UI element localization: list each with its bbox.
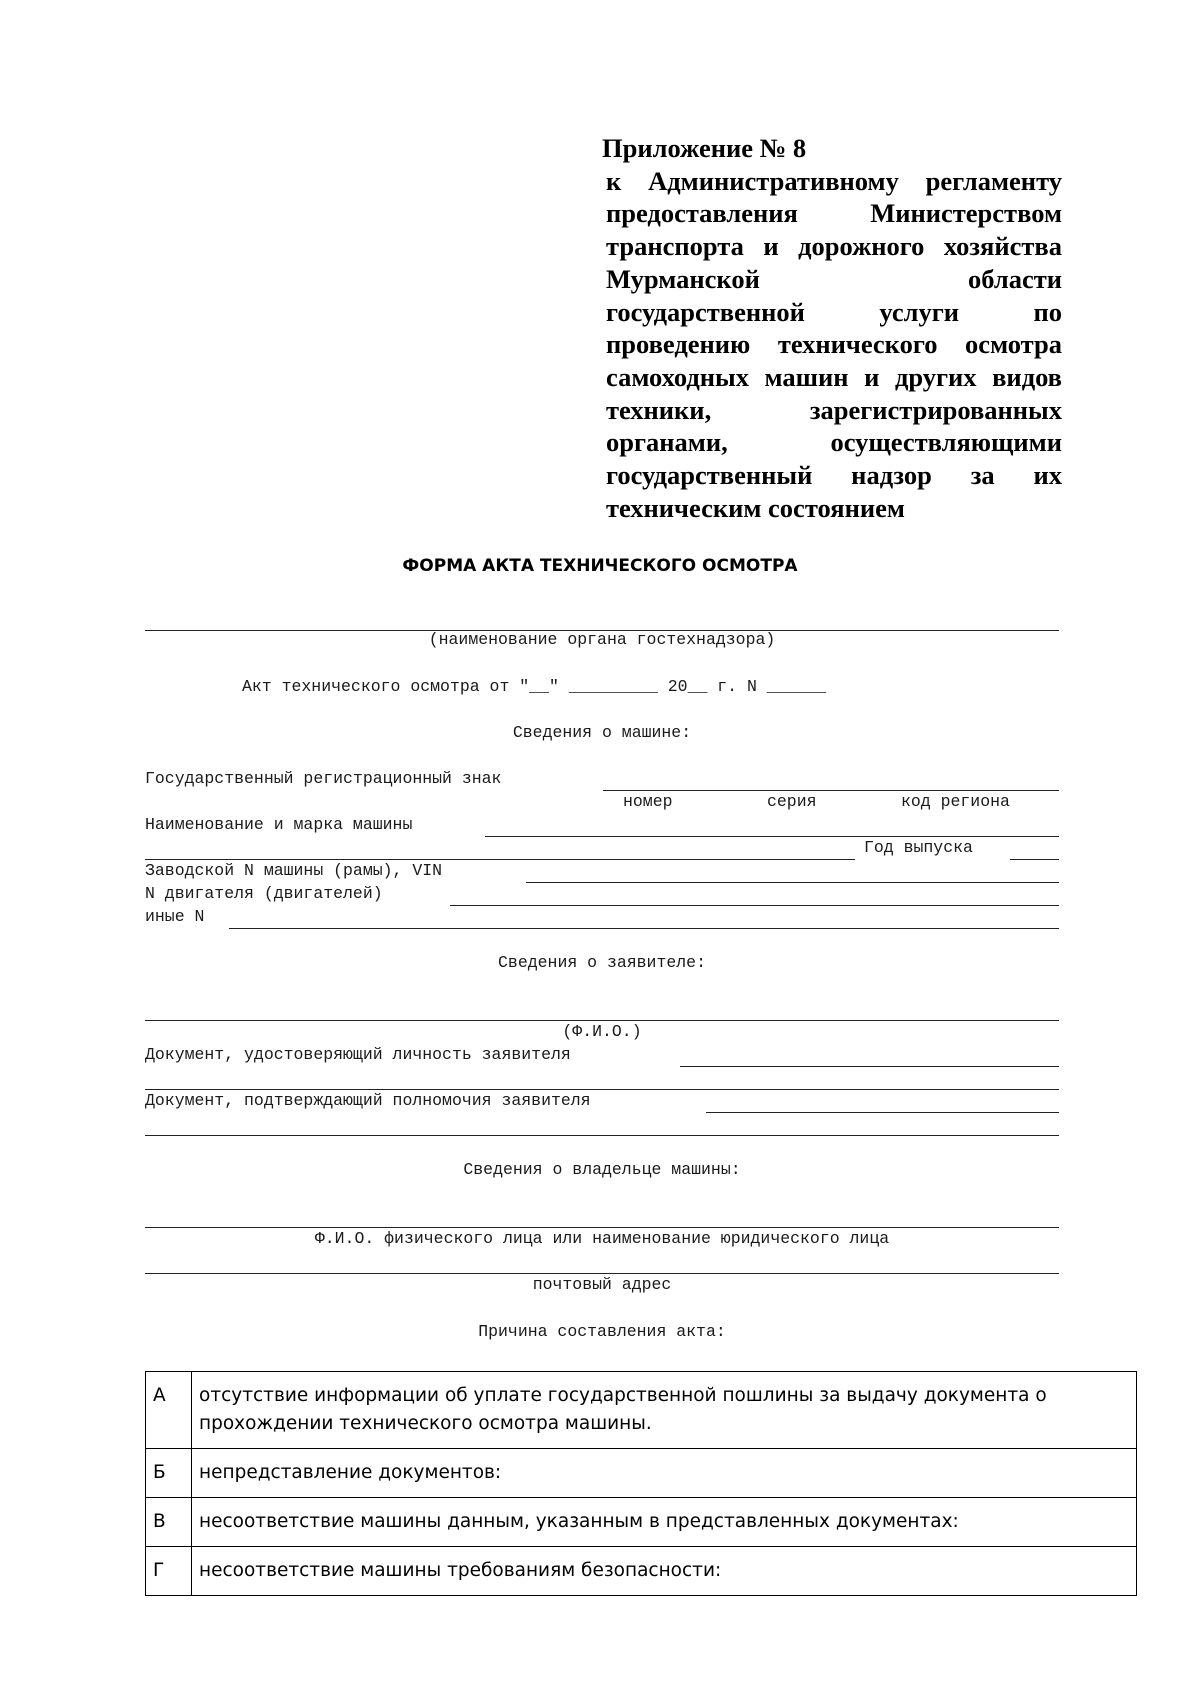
owner-name-caption: Ф.И.О. физического лица или наименование юридического лица [314,1229,890,1248]
other-numbers-label: иные N [145,907,205,926]
machine-heading: Сведения о машине: [512,723,692,742]
authority-doc-label: Документ, подтверждающий полномочия заявителя [145,1091,591,1110]
authority-caption: (наименование органа гостехнадзора) [428,630,776,649]
year-field-line [1010,859,1059,860]
reason-row-a [146,1372,1137,1449]
applicant-heading: Сведения о заявителе: [498,953,706,972]
machine-name-label: Наименование и марка машины [145,815,413,834]
appendix-body: к Административному регламенту предоставления Министерством транспорта и дорожного хозяйства Мурманской области государственной услуги по проведению технического осмотра самоходных машин и других видов техники, зарегистрированных органами, осуществляющими государственный надзор за их техническим состоянием [606,165,1062,523]
reason-text: несоответствие машины данным, указанным в представленных документах: [192,1498,1137,1547]
owner-address-caption: почтовый адрес [532,1275,672,1294]
serial-label: Заводской N машины (рамы), VIN [145,861,443,880]
reason-row-v [146,1498,1137,1547]
reason-letter: В [146,1498,192,1547]
id-doc-field-line [680,1066,1059,1067]
reason-text: несоответствие машины требованиям безопасности: [192,1547,1137,1596]
act-line: Акт технического осмотра от "__" _________ 20__ г. N ______ [242,677,827,696]
applicant-fio-caption: (Ф.И.О.) [562,1022,642,1041]
year-label: Год выпуска [864,838,973,857]
other-numbers-field-line [229,928,1059,929]
engine-field-line [450,905,1059,906]
reasons-table [145,1371,1137,1596]
reason-text: отсутствие информации об уплате государственной пошлины за выдачу документа о прохождении технического осмотра машины. [192,1372,1137,1449]
authority-doc-field-line-2 [145,1135,1059,1136]
reg-sign-label: Государственный регистрационный знак [145,769,502,788]
id-doc-label: Документ, удостоверяющий личность заявителя [145,1045,571,1064]
reason-letter: Г [146,1547,192,1596]
authority-doc-field-line [706,1112,1059,1113]
appendix-title: Приложение № 8 [602,133,807,163]
reg-sign-caption-series: серия [767,792,817,811]
reason-text: непредставление документов: [192,1449,1137,1498]
engine-label: N двигателя (двигателей) [145,884,383,903]
reason-letter: Б [146,1449,192,1498]
reason-row-g [146,1547,1137,1596]
appendix-header [602,132,1062,524]
reason-letter: А [146,1372,192,1449]
reg-sign-caption-region: код региона [901,792,1010,811]
form-title: ФОРМА АКТА ТЕХНИЧЕСКОГО ОСМОТРА [402,556,798,576]
reasons-heading: Причина составления акта: [478,1322,726,1341]
reason-row-b [146,1449,1137,1498]
owner-heading: Сведения о владельце машины: [463,1160,741,1179]
serial-field-line [526,882,1059,883]
reg-sign-caption-number: номер [623,792,673,811]
